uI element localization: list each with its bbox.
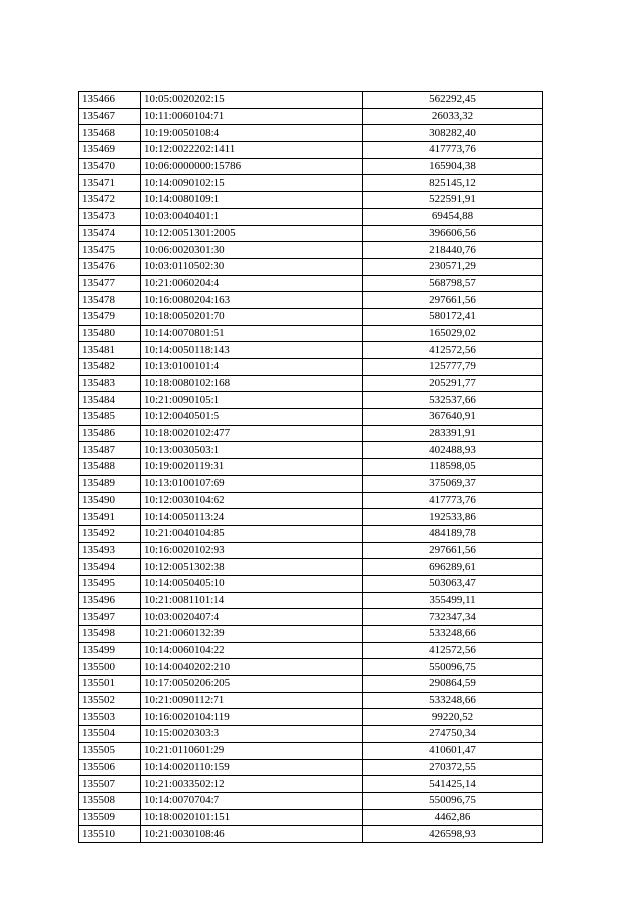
value-amount-cell: 417773,76: [363, 142, 543, 159]
value-amount-cell: 297661,56: [363, 292, 543, 309]
table-row: [79, 425, 543, 442]
table-row: [79, 742, 543, 759]
row-number-cell: 135471: [79, 175, 141, 192]
value-amount-cell: 396606,56: [363, 225, 543, 242]
table-row: [79, 275, 543, 292]
row-number-cell: 135476: [79, 258, 141, 275]
table-row: [79, 175, 543, 192]
row-number-cell: 135499: [79, 642, 141, 659]
table-row: [79, 459, 543, 476]
row-number-cell: 135501: [79, 676, 141, 693]
value-amount-cell: 230571,29: [363, 258, 543, 275]
value-amount-cell: 355499,11: [363, 592, 543, 609]
cadastral-number-cell: 10:18:0020101:151: [141, 809, 363, 826]
value-amount-cell: 532537,66: [363, 392, 543, 409]
table-row: [79, 759, 543, 776]
row-number-cell: 135475: [79, 242, 141, 259]
row-number-cell: 135485: [79, 409, 141, 426]
value-amount-cell: 580172,41: [363, 308, 543, 325]
value-amount-cell: 417773,76: [363, 492, 543, 509]
row-number-cell: 135504: [79, 726, 141, 743]
cadastral-number-cell: 10:21:0030108:46: [141, 826, 363, 843]
value-amount-cell: 484189,78: [363, 525, 543, 542]
table-row: [79, 509, 543, 526]
value-amount-cell: 367640,91: [363, 409, 543, 426]
cadastral-number-cell: 10:14:0050118:143: [141, 342, 363, 359]
value-amount-cell: 533248,66: [363, 692, 543, 709]
cadastral-number-cell: 10:14:0060104:22: [141, 642, 363, 659]
row-number-cell: 135497: [79, 609, 141, 626]
row-number-cell: 135493: [79, 542, 141, 559]
table-row: [79, 542, 543, 559]
cadastral-number-cell: 10:21:0081101:14: [141, 592, 363, 609]
table-row: [79, 642, 543, 659]
value-amount-cell: 290864,59: [363, 676, 543, 693]
table-row: [79, 92, 543, 109]
value-amount-cell: 375069,37: [363, 475, 543, 492]
value-amount-cell: 308282,40: [363, 125, 543, 142]
row-number-cell: 135498: [79, 626, 141, 643]
row-number-cell: 135495: [79, 575, 141, 592]
row-number-cell: 135478: [79, 292, 141, 309]
table-row: [79, 659, 543, 676]
cadastral-number-cell: 10:14:0050113:24: [141, 509, 363, 526]
row-number-cell: 135484: [79, 392, 141, 409]
table-row: [79, 709, 543, 726]
cadastral-number-cell: 10:18:0080102:168: [141, 375, 363, 392]
row-number-cell: 135502: [79, 692, 141, 709]
value-amount-cell: 205291,77: [363, 375, 543, 392]
table-row: [79, 258, 543, 275]
row-number-cell: 135505: [79, 742, 141, 759]
value-amount-cell: 26033,32: [363, 108, 543, 125]
table-row: [79, 792, 543, 809]
value-amount-cell: 550096,75: [363, 792, 543, 809]
value-amount-cell: 410601,47: [363, 742, 543, 759]
cadastral-number-cell: 10:14:0070801:51: [141, 325, 363, 342]
row-number-cell: 135503: [79, 709, 141, 726]
table-row: [79, 475, 543, 492]
cadastral-number-cell: 10:16:0020102:93: [141, 542, 363, 559]
row-number-cell: 135472: [79, 192, 141, 209]
table-row: [79, 525, 543, 542]
table-row: [79, 626, 543, 643]
cadastral-number-cell: 10:12:0022202:1411: [141, 142, 363, 159]
cadastral-number-cell: 10:11:0060104:71: [141, 108, 363, 125]
table-row: [79, 575, 543, 592]
cadastral-number-cell: 10:13:0100107:69: [141, 475, 363, 492]
row-number-cell: 135494: [79, 559, 141, 576]
cadastral-number-cell: 10:21:0090112:71: [141, 692, 363, 709]
value-amount-cell: 825145,12: [363, 175, 543, 192]
table-row: [79, 676, 543, 693]
row-number-cell: 135467: [79, 108, 141, 125]
cadastral-number-cell: 10:03:0110502:30: [141, 258, 363, 275]
value-amount-cell: 99220,52: [363, 709, 543, 726]
cadastral-number-cell: 10:19:0050108:4: [141, 125, 363, 142]
value-amount-cell: 165029,02: [363, 325, 543, 342]
row-number-cell: 135474: [79, 225, 141, 242]
table-row: [79, 559, 543, 576]
row-number-cell: 135492: [79, 525, 141, 542]
table-row: [79, 692, 543, 709]
value-amount-cell: 274750,34: [363, 726, 543, 743]
row-number-cell: 135491: [79, 509, 141, 526]
row-number-cell: 135477: [79, 275, 141, 292]
cadastral-number-cell: 10:06:0000000:15786: [141, 158, 363, 175]
cadastral-number-cell: 10:14:0050405:10: [141, 575, 363, 592]
cadastral-number-cell: 10:21:0060132:39: [141, 626, 363, 643]
table-row: [79, 192, 543, 209]
table-row: [79, 108, 543, 125]
value-amount-cell: 402488,93: [363, 442, 543, 459]
row-number-cell: 135468: [79, 125, 141, 142]
table-row: [79, 225, 543, 242]
table-row: [79, 242, 543, 259]
value-amount-cell: 562292,45: [363, 92, 543, 109]
cadastral-number-cell: 10:12:0030104:62: [141, 492, 363, 509]
value-amount-cell: 732347,34: [363, 609, 543, 626]
value-amount-cell: 522591,91: [363, 192, 543, 209]
cadastral-number-cell: 10:16:0020104:119: [141, 709, 363, 726]
row-number-cell: 135479: [79, 308, 141, 325]
cadastral-number-cell: 10:21:0090105:1: [141, 392, 363, 409]
table-row: [79, 442, 543, 459]
cadastral-number-cell: 10:18:0050201:70: [141, 308, 363, 325]
cadastral-number-cell: 10:19:0020119:31: [141, 459, 363, 476]
cadastral-number-cell: 10:18:0020102:477: [141, 425, 363, 442]
table-body: [79, 92, 543, 843]
row-number-cell: 135470: [79, 158, 141, 175]
cadastral-number-cell: 10:17:0050206:205: [141, 676, 363, 693]
table-row: [79, 142, 543, 159]
cadastral-number-cell: 10:12:0051302:38: [141, 559, 363, 576]
row-number-cell: 135473: [79, 208, 141, 225]
row-number-cell: 135466: [79, 92, 141, 109]
row-number-cell: 135509: [79, 809, 141, 826]
table-row: [79, 208, 543, 225]
row-number-cell: 135508: [79, 792, 141, 809]
table-row: [79, 375, 543, 392]
row-number-cell: 135490: [79, 492, 141, 509]
cadastral-number-cell: 10:15:0020303:3: [141, 726, 363, 743]
table-row: [79, 125, 543, 142]
value-amount-cell: 270372,55: [363, 759, 543, 776]
row-number-cell: 135469: [79, 142, 141, 159]
cadastral-number-cell: 10:14:0090102:15: [141, 175, 363, 192]
table-row: [79, 726, 543, 743]
table-row: [79, 592, 543, 609]
cadastral-number-cell: 10:21:0040104:85: [141, 525, 363, 542]
row-number-cell: 135489: [79, 475, 141, 492]
cadastral-number-cell: 10:13:0030503:1: [141, 442, 363, 459]
table-row: [79, 609, 543, 626]
cadastral-number-cell: 10:16:0080204:163: [141, 292, 363, 309]
table-row: [79, 826, 543, 843]
value-amount-cell: 4462,86: [363, 809, 543, 826]
value-amount-cell: 297661,56: [363, 542, 543, 559]
table-row: [79, 492, 543, 509]
table-row: [79, 409, 543, 426]
table-row: [79, 325, 543, 342]
value-amount-cell: 283391,91: [363, 425, 543, 442]
cadastral-number-cell: 10:03:0020407:4: [141, 609, 363, 626]
cadastral-number-cell: 10:21:0033502:12: [141, 776, 363, 793]
row-number-cell: 135480: [79, 325, 141, 342]
row-number-cell: 135506: [79, 759, 141, 776]
value-amount-cell: 118598,05: [363, 459, 543, 476]
value-amount-cell: 69454,88: [363, 208, 543, 225]
cadastral-number-cell: 10:14:0080109:1: [141, 192, 363, 209]
cadastral-number-cell: 10:21:0060204:4: [141, 275, 363, 292]
cadastral-number-cell: 10:14:0070704:7: [141, 792, 363, 809]
row-number-cell: 135500: [79, 659, 141, 676]
row-number-cell: 135507: [79, 776, 141, 793]
row-number-cell: 135510: [79, 826, 141, 843]
value-amount-cell: 218440,76: [363, 242, 543, 259]
table-row: [79, 359, 543, 376]
cadastral-number-cell: 10:12:0051301:2005: [141, 225, 363, 242]
cadastral-number-cell: 10:13:0100101:4: [141, 359, 363, 376]
cadastral-number-cell: 10:12:0040501:5: [141, 409, 363, 426]
cadastral-number-cell: 10:03:0040401:1: [141, 208, 363, 225]
row-number-cell: 135496: [79, 592, 141, 609]
value-amount-cell: 696289,61: [363, 559, 543, 576]
row-number-cell: 135482: [79, 359, 141, 376]
row-number-cell: 135483: [79, 375, 141, 392]
value-amount-cell: 125777,79: [363, 359, 543, 376]
cadastral-number-cell: 10:21:0110601:29: [141, 742, 363, 759]
cadastral-value-table: [78, 91, 543, 843]
cadastral-number-cell: 10:05:0020202:15: [141, 92, 363, 109]
value-amount-cell: 503063,47: [363, 575, 543, 592]
value-amount-cell: 568798,57: [363, 275, 543, 292]
value-amount-cell: 192533,86: [363, 509, 543, 526]
value-amount-cell: 550096,75: [363, 659, 543, 676]
table-row: [79, 158, 543, 175]
cadastral-number-cell: 10:06:0020301:30: [141, 242, 363, 259]
row-number-cell: 135486: [79, 425, 141, 442]
row-number-cell: 135488: [79, 459, 141, 476]
value-amount-cell: 426598,93: [363, 826, 543, 843]
value-amount-cell: 541425,14: [363, 776, 543, 793]
table-row: [79, 809, 543, 826]
value-amount-cell: 533248,66: [363, 626, 543, 643]
table-row: [79, 342, 543, 359]
table-row: [79, 292, 543, 309]
cadastral-number-cell: 10:14:0040202:210: [141, 659, 363, 676]
value-amount-cell: 412572,56: [363, 342, 543, 359]
table-row: [79, 392, 543, 409]
row-number-cell: 135481: [79, 342, 141, 359]
row-number-cell: 135487: [79, 442, 141, 459]
table-row: [79, 308, 543, 325]
value-amount-cell: 412572,56: [363, 642, 543, 659]
table-row: [79, 776, 543, 793]
cadastral-number-cell: 10:14:0020110:159: [141, 759, 363, 776]
value-amount-cell: 165904,38: [363, 158, 543, 175]
